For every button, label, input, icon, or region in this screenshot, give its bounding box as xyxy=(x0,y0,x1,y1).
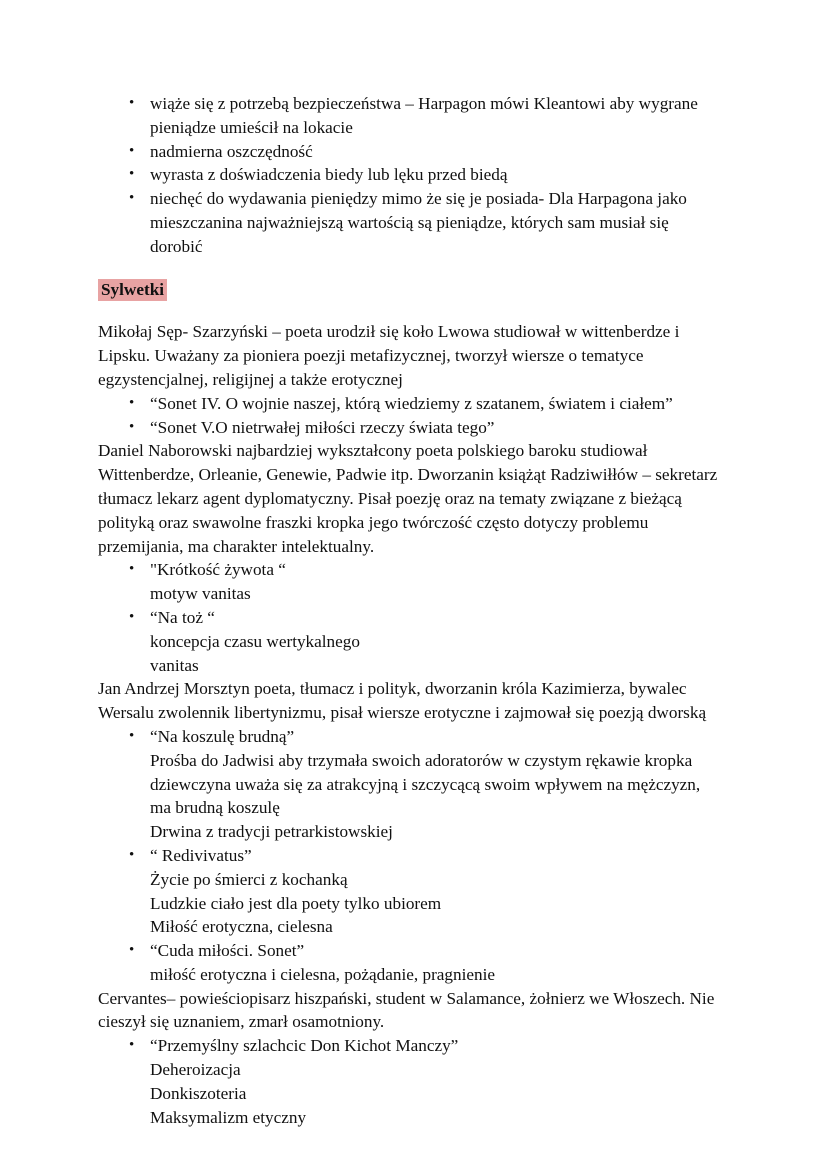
list-morsztyn-works xyxy=(98,725,723,987)
bullet-icon xyxy=(129,187,139,211)
paragraph-cervantes: Cervantes– powieściopisarz hiszpański, student w Salamance, żołnierz we Włoszech. Nie cieszył się uznaniem, zmarł osamotniony. xyxy=(98,988,715,1032)
bullet-icon xyxy=(129,392,139,416)
paragraph-sep-szarzynski: Mikołaj Sęp- Szarzyński – poeta urodził się koło Lwowa studiował w wittenberdze i Lipsku. Uważany za pioniera poezji metafizycznej, tworzył wiersze o tematyce egzystencjalnej, religijnej a także erotycznej xyxy=(98,322,680,389)
list-item xyxy=(98,187,723,258)
list-item xyxy=(98,606,723,677)
list-item xyxy=(98,140,723,164)
bullet-icon xyxy=(129,725,139,749)
list-item xyxy=(98,163,723,187)
list-item-text: “Na toż “ xyxy=(150,607,215,627)
sub-line: Maksymalizm etyczny xyxy=(150,1107,307,1127)
bullet-icon xyxy=(129,92,139,116)
sub-line: miłość erotyczna i cielesna, pożądanie, pragnienie xyxy=(150,964,496,984)
list-item-text: "Krótkość żywota “ xyxy=(150,560,286,580)
list-item-text: wiąże się z potrzebą bezpieczeństwa – Harpagon mówi Kleantowi aby wygrane pieniądze umieścił na lokacie xyxy=(150,94,698,137)
section-heading-sylwetki xyxy=(98,278,723,302)
bullet-icon xyxy=(129,163,139,187)
bullet-icon xyxy=(129,558,139,582)
list-item xyxy=(98,392,723,416)
list-cervantes-works xyxy=(98,1034,723,1129)
list-item xyxy=(98,1034,723,1129)
sub-line: Życie po śmierci z kochanką xyxy=(150,869,348,889)
list-item-sublines xyxy=(150,749,723,844)
bullet-icon xyxy=(129,140,139,164)
list-item-sublines xyxy=(150,963,723,987)
list-item-text: “Przemyślny szlachcic Don Kichot Manczy” xyxy=(150,1036,459,1056)
list-item xyxy=(98,92,723,140)
sub-line: Deheroizacja xyxy=(150,1060,241,1080)
list-sep-szarzynski-works xyxy=(98,392,723,440)
bullet-icon xyxy=(129,939,139,963)
sub-line: Miłość erotyczna, cielesna xyxy=(150,917,333,937)
bullet-icon xyxy=(129,844,139,868)
document-body xyxy=(98,92,723,1129)
list-item-text: wyrasta z doświadczenia biedy lub lęku przed biedą xyxy=(150,165,508,185)
list-item-text: niechęć do wydawania pieniędzy mimo że się je posiada- Dla Harpagona jako mieszczanina najważniejszą wartością są pieniądze, których sam musiał się dorobić xyxy=(150,189,687,256)
sub-line: motyw vanitas xyxy=(150,584,251,604)
list-item-sublines xyxy=(150,1058,723,1129)
list-item xyxy=(98,558,723,606)
sub-line: Drwina z tradycji petrarkistowskiej xyxy=(150,822,393,842)
list-item-sublines xyxy=(150,868,723,939)
paragraph-morsztyn: Jan Andrzej Morsztyn poeta, tłumacz i polityk, dworzanin króla Kazimierza, bywalec Wersalu zwolennik libertynizmu, pisał wiersze erotyczne i zajmował się poezją dworską xyxy=(98,679,707,723)
list-item-text: “Sonet V.O nietrwałej miłości rzeczy świata tego” xyxy=(150,417,495,437)
list-naborowski-works xyxy=(98,558,723,677)
paragraph-naborowski: Daniel Naborowski najbardziej wykształcony poeta polskiego baroku studiował Wittenberdze, Orleanie, Genewie, Padwie itp. Dworzanin książąt Radziwiłłów – sekretarz tłumacz lekarz agent dyplomatyczny. Pisał poezję oraz na tematy związane z bieżącą polityką oraz swawolne fraszki kropka jego twórczość często dotyczy problemu przemijania, ma charakter intelektualny. xyxy=(98,441,718,556)
heading-text: Sylwetki xyxy=(98,279,167,301)
list-item xyxy=(98,844,723,939)
sub-line: koncepcja czasu wertykalnego xyxy=(150,631,360,651)
sub-line: vanitas xyxy=(150,655,199,675)
list-item-text: “Cuda miłości. Sonet” xyxy=(150,941,305,961)
list-item xyxy=(98,939,723,987)
list-item xyxy=(98,725,723,844)
bullet-icon xyxy=(129,416,139,440)
list-item-text: nadmierna oszczędność xyxy=(150,141,313,161)
sub-line: Prośba do Jadwisi aby trzymała swoich adoratorów w czystym rękawie kropka dziewczyna uważa się za atrakcyjną i szczycącą swoim wpływem na mężczyzn, ma brudną koszulę xyxy=(150,750,701,818)
sub-line: Ludzkie ciało jest dla poety tylko ubiorem xyxy=(150,893,442,913)
list-item-text: “ Redivivatus” xyxy=(150,845,252,865)
bullet-icon xyxy=(129,1034,139,1058)
list-item-text: “Sonet IV. O wojnie naszej, którą wiedziemy z szatanem, światem i ciałem” xyxy=(150,393,673,413)
list-harpagon-traits xyxy=(98,92,723,259)
bullet-icon xyxy=(129,606,139,630)
list-item-text: “Na koszulę brudną” xyxy=(150,726,295,746)
list-item-sublines xyxy=(150,582,723,606)
list-item xyxy=(98,416,723,440)
sub-line: Donkiszoteria xyxy=(150,1083,247,1103)
list-item-sublines xyxy=(150,630,723,678)
